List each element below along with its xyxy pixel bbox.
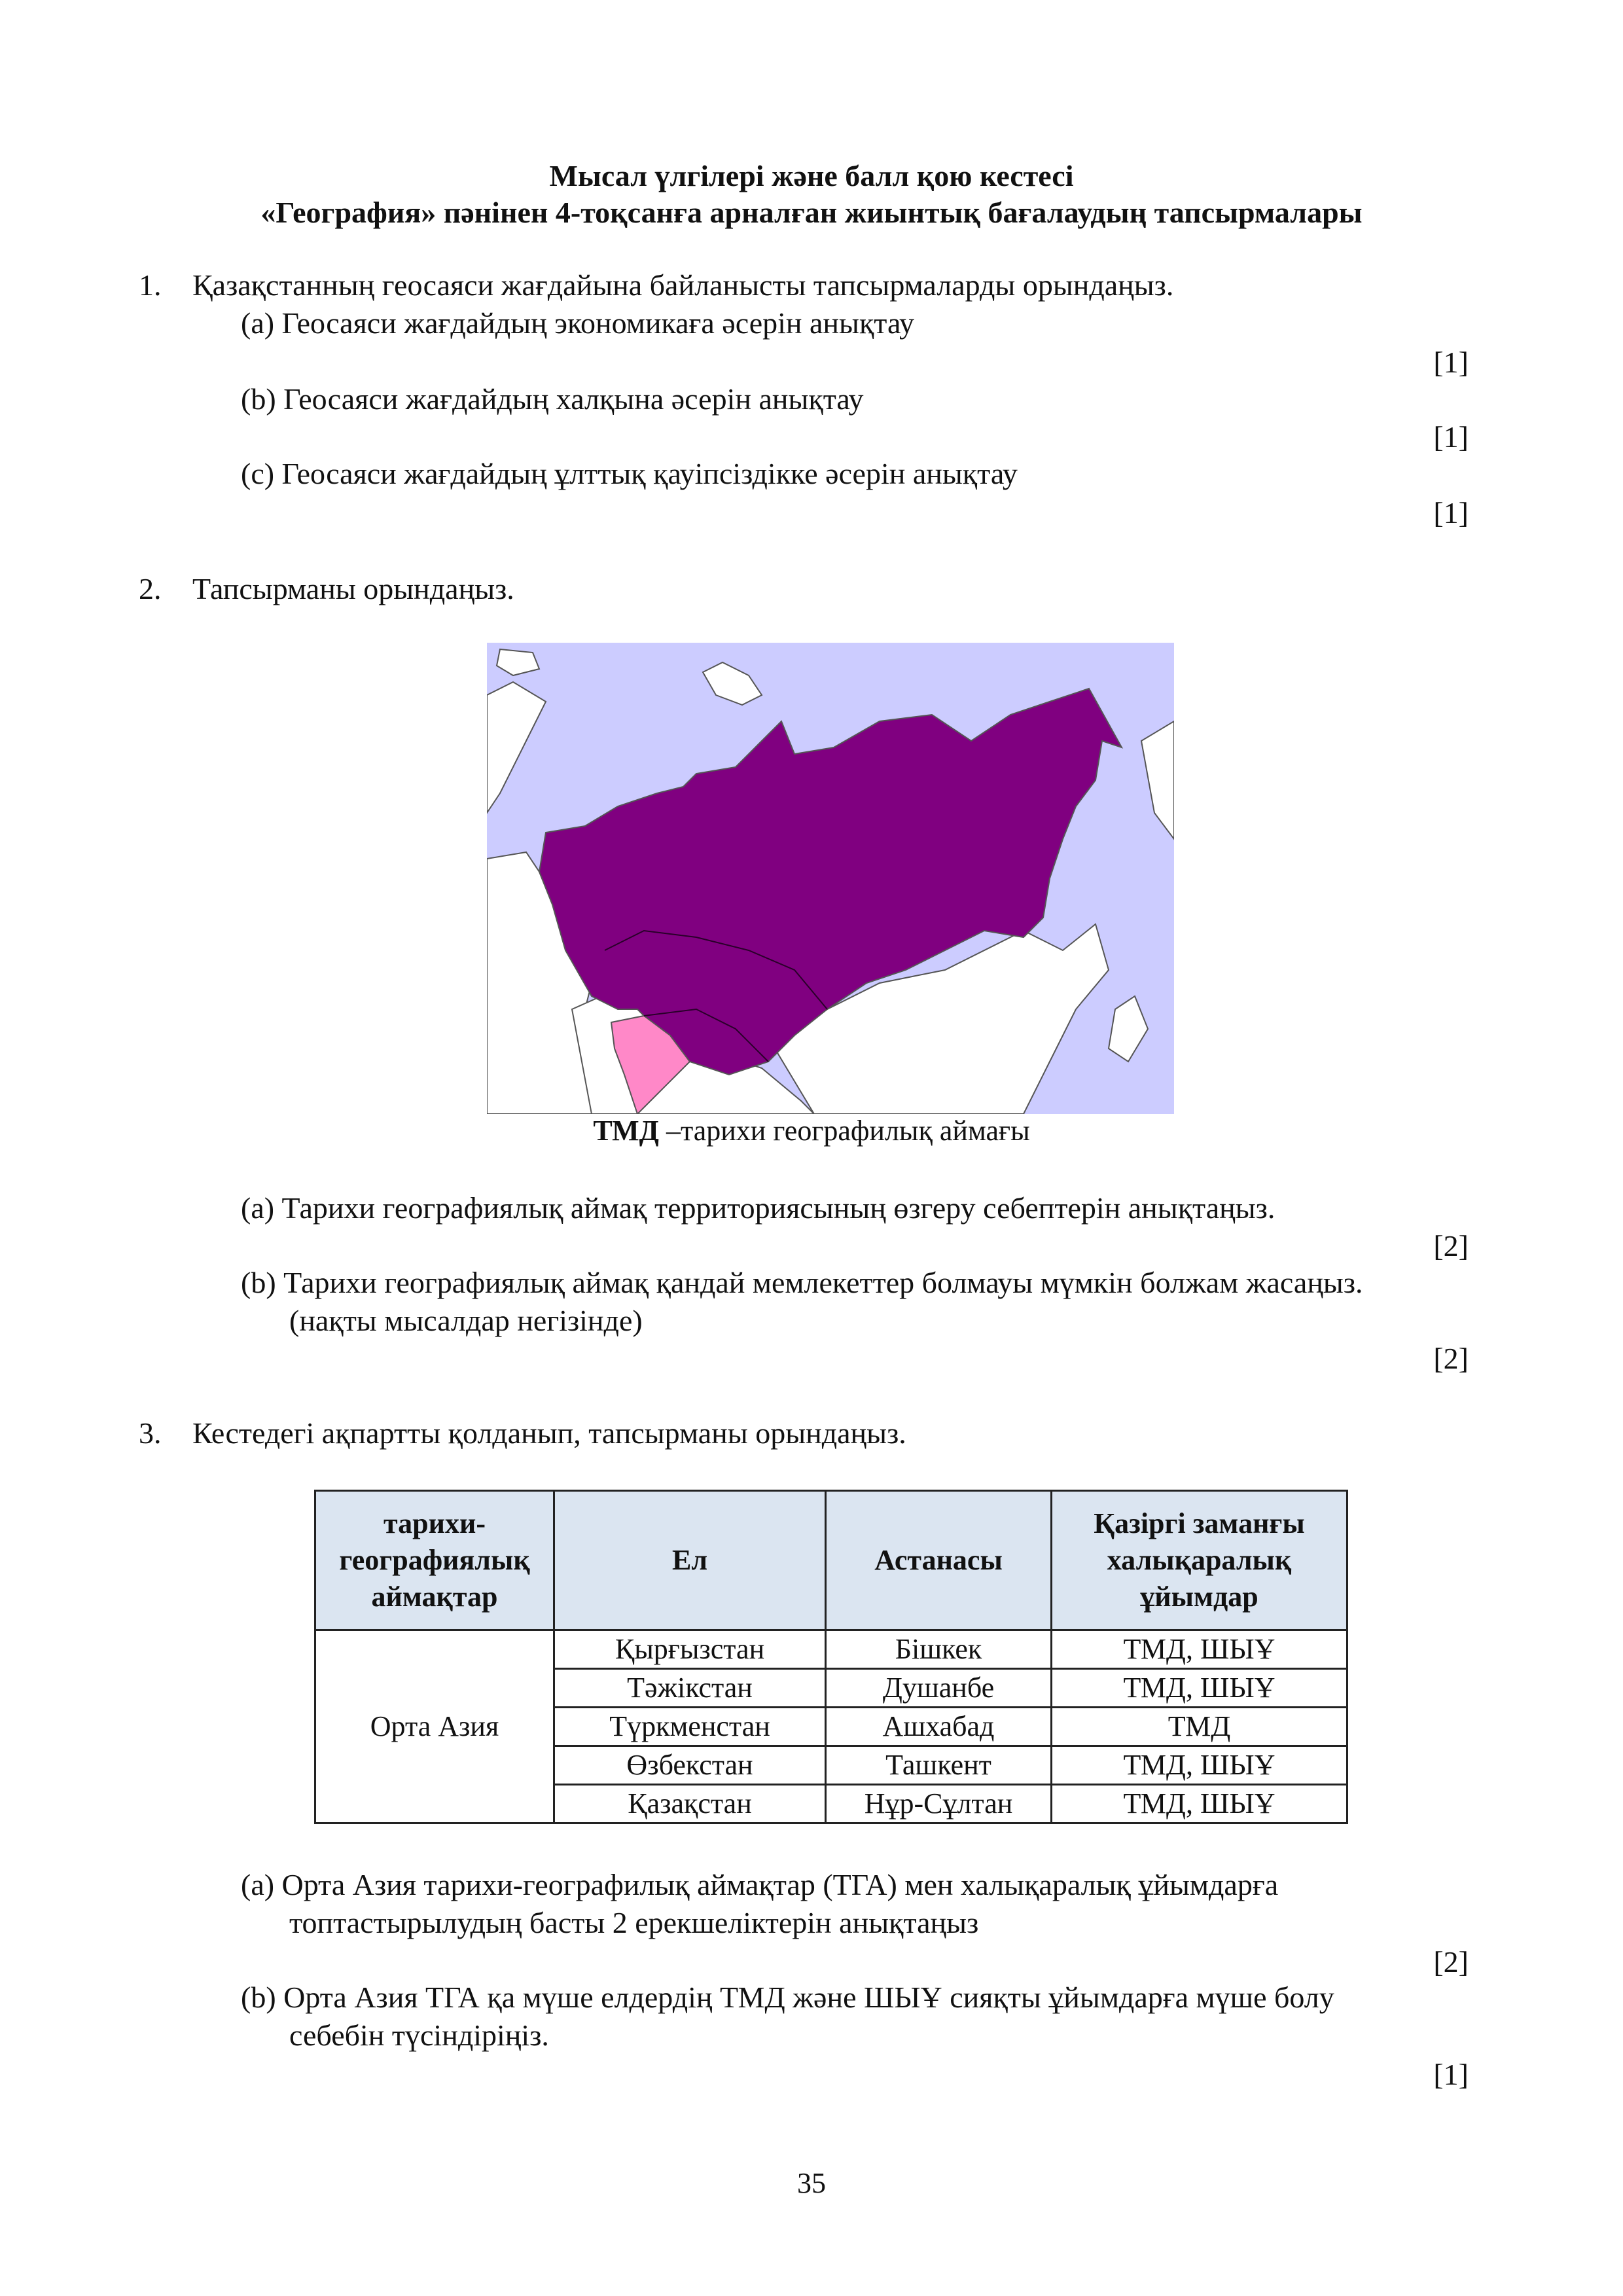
question-1a: (a) Геосаяси жағдайдың экономикаға әсерін анықтау	[241, 306, 915, 340]
table-cell-organizations: ТМД, ШЫҰ	[1052, 1669, 1347, 1708]
map-caption-text: –тарихи географилық аймағы	[658, 1115, 1030, 1147]
table-cell-capital: Нұр-Сұлтан	[826, 1785, 1052, 1823]
question-2b-continued: (нақты мысалдар негізінде)	[289, 1304, 643, 1337]
table-row	[315, 1630, 1347, 1669]
document-subtitle: «География» пәнінен 4-тоқсанға арналған жиынтық бағалаудың тапсырмалары	[260, 196, 1363, 229]
table-cell-organizations: ТМД, ШЫҰ	[1052, 1785, 1347, 1823]
question-2-number: 2.	[139, 572, 162, 605]
table-cell-capital: Душанбе	[826, 1669, 1052, 1708]
cis-map	[487, 643, 1174, 1114]
question-1b-mark: [1]	[1433, 420, 1469, 454]
question-3a: (a) Орта Азия тарихи-географилық аймақтар (ТГА) мен халықаралық ұйымдарға	[241, 1868, 1279, 1901]
question-2-text: Тапсырманы орындаңыз.	[192, 572, 514, 605]
table-cell-country: Қазақстан	[554, 1785, 826, 1823]
table-cell-region: Орта Азия	[315, 1630, 554, 1823]
question-3-text: Кестедегі ақпартты қолданып, тапсырманы орындаңыз.	[192, 1416, 906, 1450]
table-cell-organizations: ТМД	[1052, 1708, 1347, 1746]
question-2a-mark: [2]	[1433, 1229, 1469, 1263]
question-1c-mark: [1]	[1433, 496, 1469, 529]
question-1b: (b) Геосаяси жағдайдың халқына әсерін анықтау	[241, 382, 864, 416]
table-cell-country: Қырғызстан	[554, 1630, 826, 1669]
question-1-text: Қазақстанның геосаяси жағдайына байланысты тапсырмаларды орындаңыз.	[192, 268, 1174, 302]
page-number: 35	[797, 2167, 826, 2199]
question-3b-mark: [1]	[1433, 2058, 1469, 2091]
regions-table	[314, 1490, 1348, 1824]
question-3a-mark: [2]	[1433, 1945, 1469, 1979]
map-caption-bold: ТМД	[593, 1115, 659, 1147]
table-header-region: тарихи- географиялық аймақтар	[315, 1491, 554, 1630]
document-title: Мысал үлгілері және балл қою кестесі	[549, 159, 1074, 192]
table-cell-country: Түркменстан	[554, 1708, 826, 1746]
question-3-number: 3.	[139, 1416, 162, 1450]
question-3a-continued: топтастырылудың басты 2 ерекшеліктерін анықтаңыз	[289, 1906, 979, 1939]
table-cell-capital: Ташкент	[826, 1746, 1052, 1785]
map-caption	[0, 1113, 1623, 1149]
table-cell-capital: Бішкек	[826, 1630, 1052, 1669]
table-header-country: Ел	[554, 1491, 826, 1630]
question-3b-continued: себебін түсіндіріңіз.	[289, 2018, 549, 2052]
question-3b: (b) Орта Азия ТГА қа мүше елдердің ТМД және ШЫҰ сияқты ұйымдарға мүше болу	[241, 1981, 1334, 2014]
table-header-organizations: Қазіргі заманғы халықаралық ұйымдар	[1052, 1491, 1347, 1630]
question-1a-mark: [1]	[1433, 346, 1469, 379]
question-1-number: 1.	[139, 268, 162, 302]
table-cell-country: Өзбекстан	[554, 1746, 826, 1785]
question-2b-mark: [2]	[1433, 1342, 1469, 1375]
question-2b: (b) Тарихи географиялық аймақ қандай мемлекеттер болмауы мүмкін болжам жасаңыз.	[241, 1266, 1363, 1299]
question-1c: (c) Геосаяси жағдайдың ұлттық қауіпсіздікке әсерін анықтау	[241, 457, 1018, 490]
table-cell-capital: Ашхабад	[826, 1708, 1052, 1746]
table-cell-organizations: ТМД, ШЫҰ	[1052, 1630, 1347, 1669]
table-header-capital: Астанасы	[826, 1491, 1052, 1630]
table-cell-organizations: ТМД, ШЫҰ	[1052, 1746, 1347, 1785]
table-cell-country: Тәжікстан	[554, 1669, 826, 1708]
question-2a: (a) Тарихи географиялық аймақ территориясының өзгеру себептерін анықтаңыз.	[241, 1191, 1275, 1225]
table-header-row	[315, 1491, 1347, 1630]
